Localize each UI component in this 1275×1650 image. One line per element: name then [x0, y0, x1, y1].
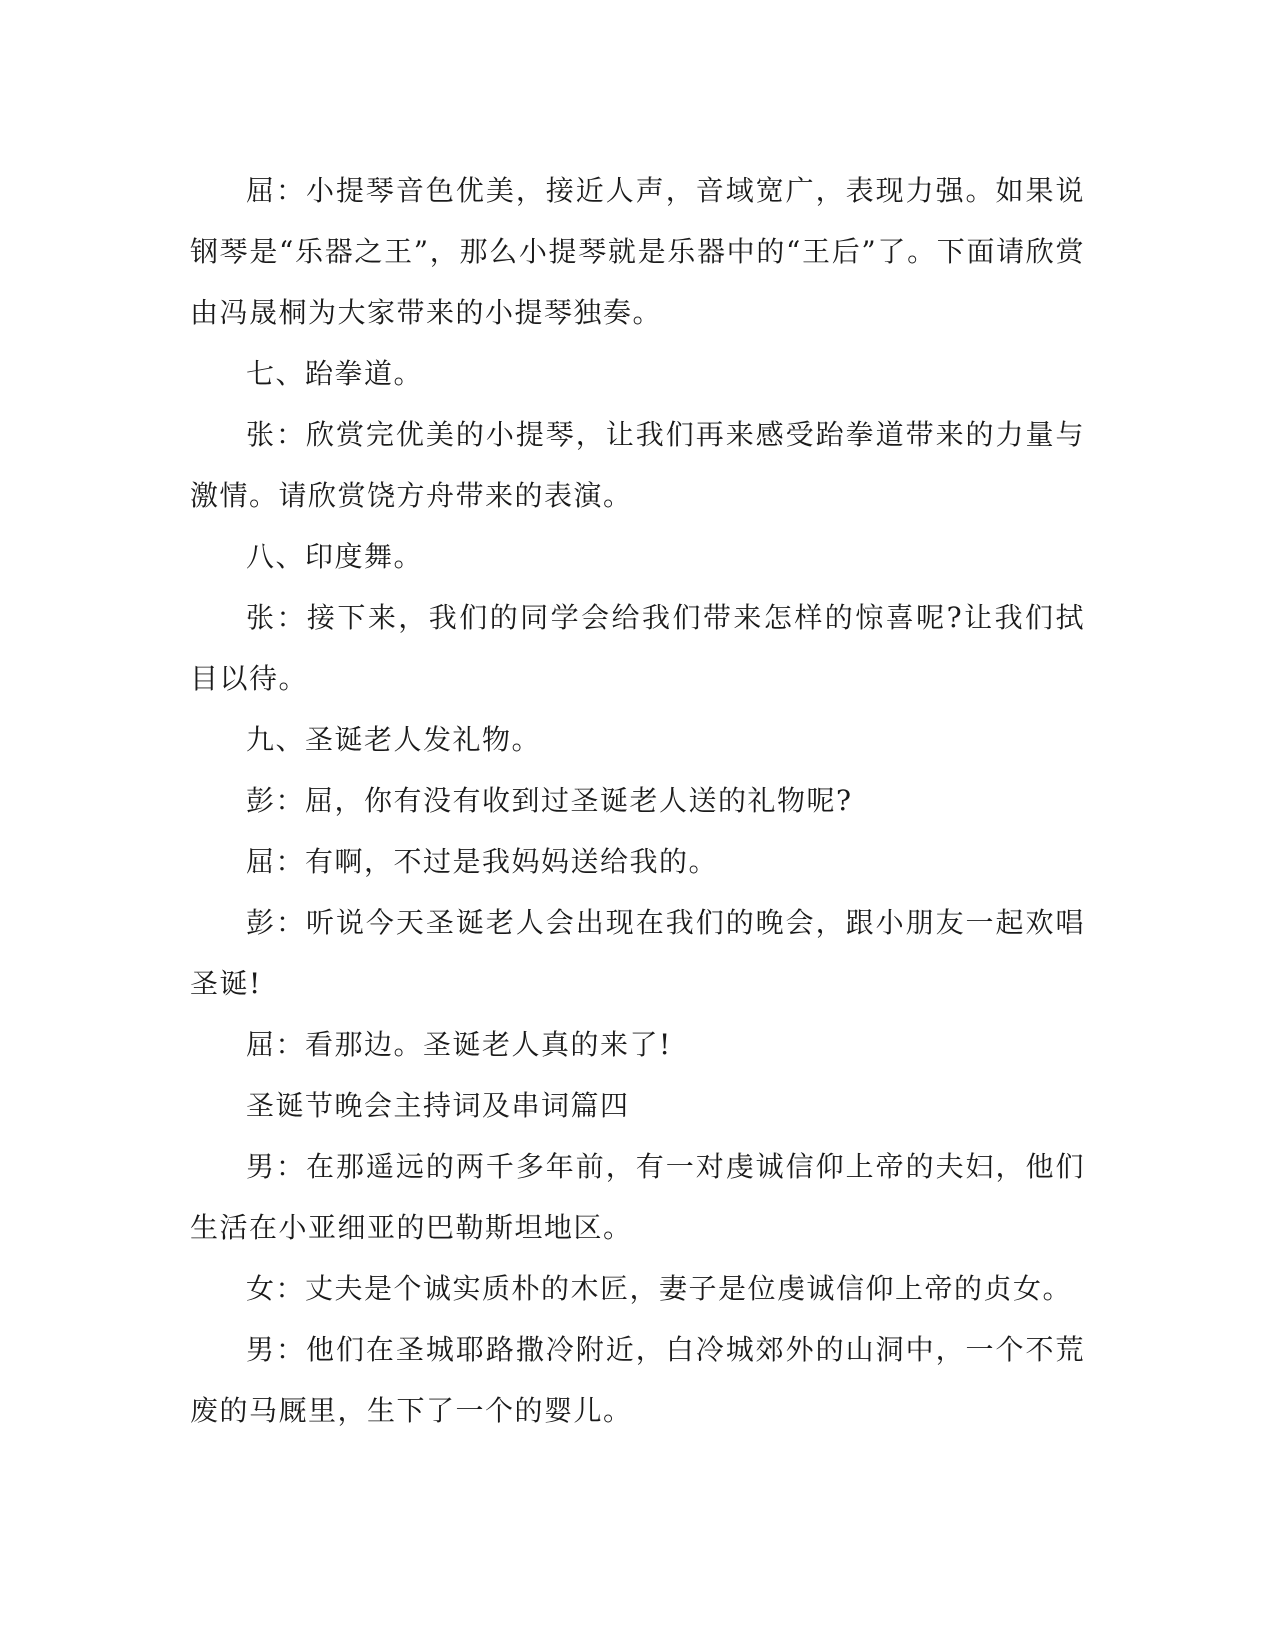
document-body	[190, 160, 1085, 1441]
paragraph-male-1: 男：在那遥远的两千多年前，有一对虔诚信仰上帝的夫妇，他们生活在小亚细亚的巴勒斯坦地区。	[190, 1150, 1085, 1244]
paragraph-female-1: 女：丈夫是个诚实质朴的木匠，妻子是位虔诚信仰上帝的贞女。	[246, 1272, 1073, 1305]
paragraph-peng-santa: 彭：听说今天圣诞老人会出现在我们的晚会，跟小朋友一起欢唱圣诞!	[190, 906, 1085, 1000]
paragraph-qu-answer: 屈：有啊，不过是我妈妈送给我的。	[246, 845, 719, 878]
paragraph-qu-santa-arrives: 屈：看那边。圣诞老人真的来了!	[246, 1028, 672, 1061]
paragraph-peng-question: 彭：屈，你有没有收到过圣诞老人送的礼物呢?	[246, 784, 853, 817]
paragraph-surprise-intro: 张：接下来，我们的同学会给我们带来怎样的惊喜呢?让我们拭目以待。	[190, 601, 1085, 695]
paragraph-taekwondo-heading: 七、跆拳道。	[246, 357, 424, 390]
section-heading: 圣诞节晚会主持词及串词篇四	[246, 1089, 630, 1122]
paragraph-violin-intro: 屈：小提琴音色优美，接近人声，音域宽广，表现力强。如果说钢琴是“乐器之王”，那么小提琴就是乐器中的“王后”了。下面请欣赏由冯晟桐为大家带来的小提琴独奏。	[190, 174, 1085, 329]
paragraph-santa-heading: 九、圣诞老人发礼物。	[246, 723, 542, 756]
paragraph-taekwondo-intro: 张：欣赏完优美的小提琴，让我们再来感受跆拳道带来的力量与激情。请欣赏饶方舟带来的表演。	[190, 418, 1085, 512]
paragraph-male-2: 男：他们在圣城耶路撒冷附近，白冷城郊外的山洞中，一个不荒废的马厩里，生下了一个的婴儿。	[190, 1333, 1085, 1427]
paragraph-indian-dance-heading: 八、印度舞。	[246, 540, 424, 573]
